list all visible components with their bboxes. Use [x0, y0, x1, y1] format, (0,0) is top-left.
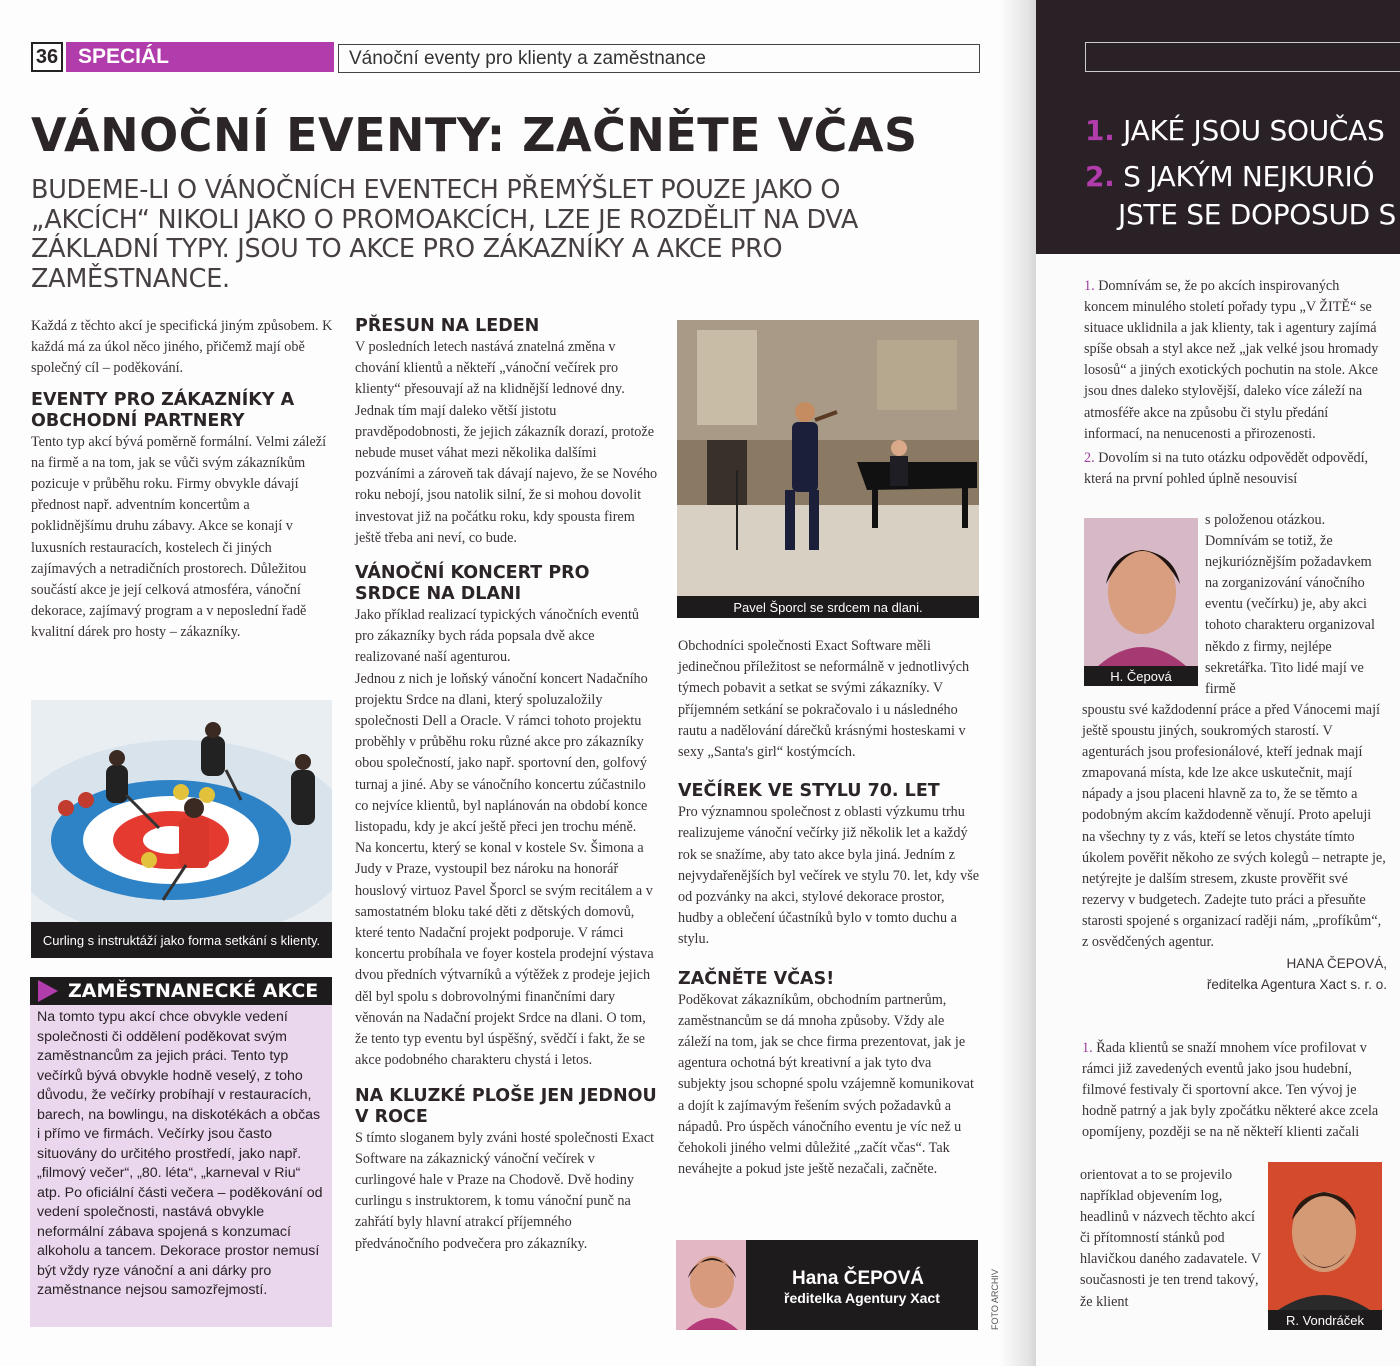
employees-box-title: ZAMĚSTNANECKÉ AKCE: [68, 980, 319, 1002]
heading-curling: NA KLUZKÉ PLOŠE JEN JEDNOU V ROCE: [355, 1085, 657, 1127]
answer-block-2-rest: spoustu své každodenní práce a před Vánocemi mají ještě spoustu jiných, soukromých starostí. V agenturách jsou profesionálové, kteří jednak mají zmapovaná místa, kde lze akce uskutečnit, mají nápady a jsou placeni hlavně za to, že se těmto a podobným akcím každodenně věnují. Proto apeluji na všechny ty z vás, kteří se letos chystáte tímto úkolem pověřit někoho ze svých kolegů – netrapte je, netýrejte je dalším stresem, zkuste prověřit své rezervy v budgetech. Zadejte tuto práci a přesuňte starosti spojené s organizací raději nám, „profíkům“, z osvědčených agentur. HANA ČEPOVÁ, ředitelka Agentura Xact s. r. o.: [1082, 702, 1387, 993]
employees-box-text: Na tomto typu akcí chce obvykle vedení společnosti či oddělení poděkovat svým zaměstnancům za jejich práci. Tento typ večírků bývá obvykle hodně veselý, z toho důvodu, že večírky probíhají v restauracích, barech, na bowlingu, na diskotékách a občas i přímo ve firmách. Večírky jsou často situovány do určitého prostředí, jako např. „filmový večer“, „80. léta“, „karneval v Riu“ atp. Po oficiální části večera – poděkování od vedení společnosti, nastává obvykle neformální zábava spojená s konzumací alkoholu a tancem. Dekorace prostor nemusí být vždy ryze vánoční a ani dárky pro zaměstnance nejsou samozřejmostí.: [37, 1009, 323, 1298]
question-2: 2. S JAKÝM NEJKURIÓ: [1085, 160, 1375, 193]
paragraph-70s: Pro významnou společnost z oblasti výzkumu trhu realizujeme vánoční večírky již několik let a každý rok se snažíme, aby tato akce byla jiná. Jedním z nejvydařenějších byl večírek ve stylu 70. let, kdy vše od pozvánky na akci, stylové dekorace prostor, hudby a oblečení účastníků bylo v tomto duchu a stylu.: [678, 804, 980, 948]
answer-block-2-wrap: s položenou otázkou. Domnívám se totiž, že nejkurióznějším požadavkem na zorganizování vánočního eventu (večírku) je, aby akci tohoto charakteru organizoval někdo z firmy, nejlépe sekretářka. Tito lidé mají ve firmě: [1205, 512, 1375, 697]
paragraph-exact: Obchodníci společnosti Exact Software měli jedinečnou příležitost se neformálně v jednotlivých týmech pobavit a setkat se svými zákazníky. V příjemném setkání se pokračovalo i u následného rautu a nadělování dárečků krásnými hosteskami v sexy „Santa's girl“ kostýmcích.: [678, 638, 970, 761]
paragraph-january: V posledních letech nastává znatelná změna v chování klientů a někteří „vánoční večírek pro klienty“ přesouvají až na klidnější lednové dny. Jednak tím mají daleko větší jistotu pravděpodobnosti, že jejich zákazník dorazí, protože nebude muset váhat mezi několika dalšími pozváními a zároveň tak dávají najevo, že se Nového roku nebojí, jsou natolik silní, že si mohou dovolit investovat již na počátku roku, kdy spousta firem ještě třeba ani neví, co bude.: [355, 339, 658, 546]
concert-photo-caption: Pavel Šporcl se srdcem na dlani.: [677, 596, 979, 618]
curling-photo-caption: Curling s instruktáží jako forma setkání s klienty.: [31, 922, 332, 958]
answer-block-1: 1. Domnívám se, že po akcích inspirovaných koncem minulého století pořady typu „V ŽITĚ“ se situace uklidnila a jak klienty, tak i agentury zajímá spíše obsah a styl akce než „jak velké jsou hromady lososů“ a jiných exotických pochutin na stole. Akce jsou dnes daleko stylovější, daleko více záleží na atmosféře akce na způsobu či stylu předání informací, na nenucenosti a přirozenosti. 2. Dovolím si na tuto otázku odpovědět odpovědí, která na první pohled úplně nesouvisí: [1084, 278, 1379, 487]
page-number: 36: [31, 42, 63, 72]
author-photo: [676, 1240, 746, 1330]
paragraph-start: Poděkovat zákazníkům, obchodním partnerům, zaměstnancům se dá mnoha způsoby. Vždy ale záleží na tom, jak se chce firma prezentovat, jak je agentura ochotná být kreativní a jak tyto dva subjekty jsou schopné spolu vzájemně komunikovat a dojít k zajímavým řešením svých požadavků a nápadů. Pro úspěch vánočního eventu je víc než u čehokoli jiného velmi důležité „začít včas“. Tak neváhejte a pokud jste ještě nezačali, začněte.: [678, 991, 974, 1178]
arrow-icon: [38, 980, 58, 1002]
heading-concert: VÁNOČNÍ KONCERT PRO SRDCE NA DLANI: [355, 563, 590, 605]
right-header-bar: [1085, 42, 1400, 72]
intro-paragraph: Každá z těchto akcí je specifická jiným způsobem. K každá má za úkol něco jiného, přičemž mají obě společný cíl – poděkování.: [31, 318, 333, 377]
paragraph-curling: S tímto sloganem byly zváni hosté společnosti Exact Software na zákaznický vánoční večírek v curlingové hale v Praze na Chodově. Dvě hodiny curlingu s instruktorem, k tomu vánoční punč na zahřátí byly hlavní atrakcí příjemného předvánočního podvečera pro zákazníky.: [355, 1129, 655, 1252]
concert-illustration: [677, 320, 979, 596]
heading-start: ZAČNĚTE VČAS!: [678, 968, 835, 989]
page-gutter: [1000, 0, 1040, 1366]
author-portrait: [676, 1240, 746, 1330]
article-lead: BUDEME-LI O VÁNOČNÍCH EVENTECH PŘEMÝŠLET POUZE JAKO O „AKCÍCH“ NIKOLI JAKO O PROMOAKCÍCH, LZE JE ROZDĚLIT NA DVA ZÁKLADNÍ TYPY. JSOU TO AKCE PRO ZÁKAZNÍKY A AKCE PRO ZAMĚSTNANCE.: [31, 175, 858, 294]
paragraph-concert-3: Na koncertu, který se konal v kostele Sv. Šimona a Judy v Praze, vystoupil bez nároku na honorář houslový virtuoz Pavel Šporcl se svým recitálem a v samostatném bloku také děti z dětských domovů, které tento Nadační projekt podporuje. V rámci koncertu probíhala ve foyer kostela prodejní výstava dvou předních výtvarníků a výtěžek z prodeje jejich děl byl spolu s dobrovolnými finančními dary věnován na Nadační projekt Srdce na dlani. O tom, že tento typ eventu byl úspěšný, svědčí i fakt, že se akce podobného charakteru chystá i letos.: [355, 840, 654, 1069]
paragraph-concert-1: Jako příklad realizací typických vánočních eventů pro zákazníky bych ráda popsala dvě akce realizované naší agenturou.: [355, 607, 640, 666]
paragraph-concert-2: Jednou z nich je loňský vánoční koncert Nadačního projektu Srdce na dlani, který spoluzaložily společnosti Dell a Oracle. V rámci tohoto projektu proběhly v průběhu roku různé akce pro zákazníky obou společností, jako např. sportovní den, golfový turnaj a jiné. Aby se vánočního koncertu zúčastnilo co nejvíce klientů, byl naplánován na období konce listopadu, kdy je akcí ještě přeci jen trochu méně.: [355, 670, 648, 836]
curling-illustration: [31, 700, 332, 922]
column-2: [355, 316, 658, 1255]
author-signature-box: [676, 1240, 978, 1330]
heading-customers: EVENTY PRO ZÁKAZNÍKY A OBCHODNÍ PARTNERY: [31, 389, 295, 431]
vondracek-caption: R. Vondráček: [1268, 1310, 1382, 1330]
heading-70s: VEČÍREK VE STYLU 70. LET: [678, 781, 940, 802]
concert-photo: [677, 320, 979, 596]
column-3: [678, 636, 980, 1180]
answer-block-3-wrap: orientovat a to se projevilo například objevením log, headlinů v názvech těchto akcí či přítomností stánků pod hlavičkou daného zadavatele. V současnosti je ten trend takový, že klient: [1080, 1167, 1261, 1310]
vondracek-photo: [1268, 1162, 1382, 1310]
paragraph-customers: Tento typ akcí bývá poměrně formální. Velmi záleží na firmě a na tom, jak se vůči svým zákazníkům pozicuje v průběhu roku. Firmy obvykle dávají přednost např. adventním koncertům a poklidnějšímu druhu zábavy. Akce se konají v luxusních restauracích, kostelech či jiných zajímavých a netradičních prostorech. Důležitou součástí akce je její celková atmosféra, vánoční dekorace, zajímavý program a v neposlední řadě kvalitní dárek pro hosty – zákazníky.: [31, 433, 327, 641]
section-topic: Vánoční eventy pro klienty a zaměstnance: [338, 44, 980, 73]
question-2-cont: JSTE SE DOPOSUD S: [1118, 198, 1397, 231]
section-tag: SPECIÁL: [66, 42, 334, 72]
article-title: VÁNOČNÍ EVENTY: ZAČNĚTE VČAS: [31, 108, 918, 162]
answer-block-3: 1. Řada klientů se snaží mnohem více profilovat v rámci již zavedených eventů jako jsou hudební, filmové festivaly či sportovní akce. Ten vývoj je hodně patrný a jak byly zpočátku některé akce zcela opomíjeny, později se na ně někteří klienti začali: [1082, 1040, 1379, 1141]
cepova-caption: H. Čepová: [1084, 666, 1198, 686]
author-name: Hana ČEPOVÁ: [792, 1268, 924, 1289]
curling-photo: [31, 700, 332, 922]
cepova-portrait: [1084, 518, 1198, 666]
author-role: ředitelka Agentury Xact: [784, 1290, 940, 1306]
column-1: [31, 316, 333, 644]
heading-january: PŘESUN NA LEDEN: [355, 316, 540, 336]
cepova-photo: [1084, 518, 1198, 666]
photo-credit: FOTO ARCHIV: [990, 1269, 1000, 1330]
employees-box-header: [30, 977, 332, 1005]
question-1: 1. JAKÉ JSOU SOUČAS: [1085, 114, 1385, 147]
vondracek-portrait: [1268, 1162, 1382, 1310]
